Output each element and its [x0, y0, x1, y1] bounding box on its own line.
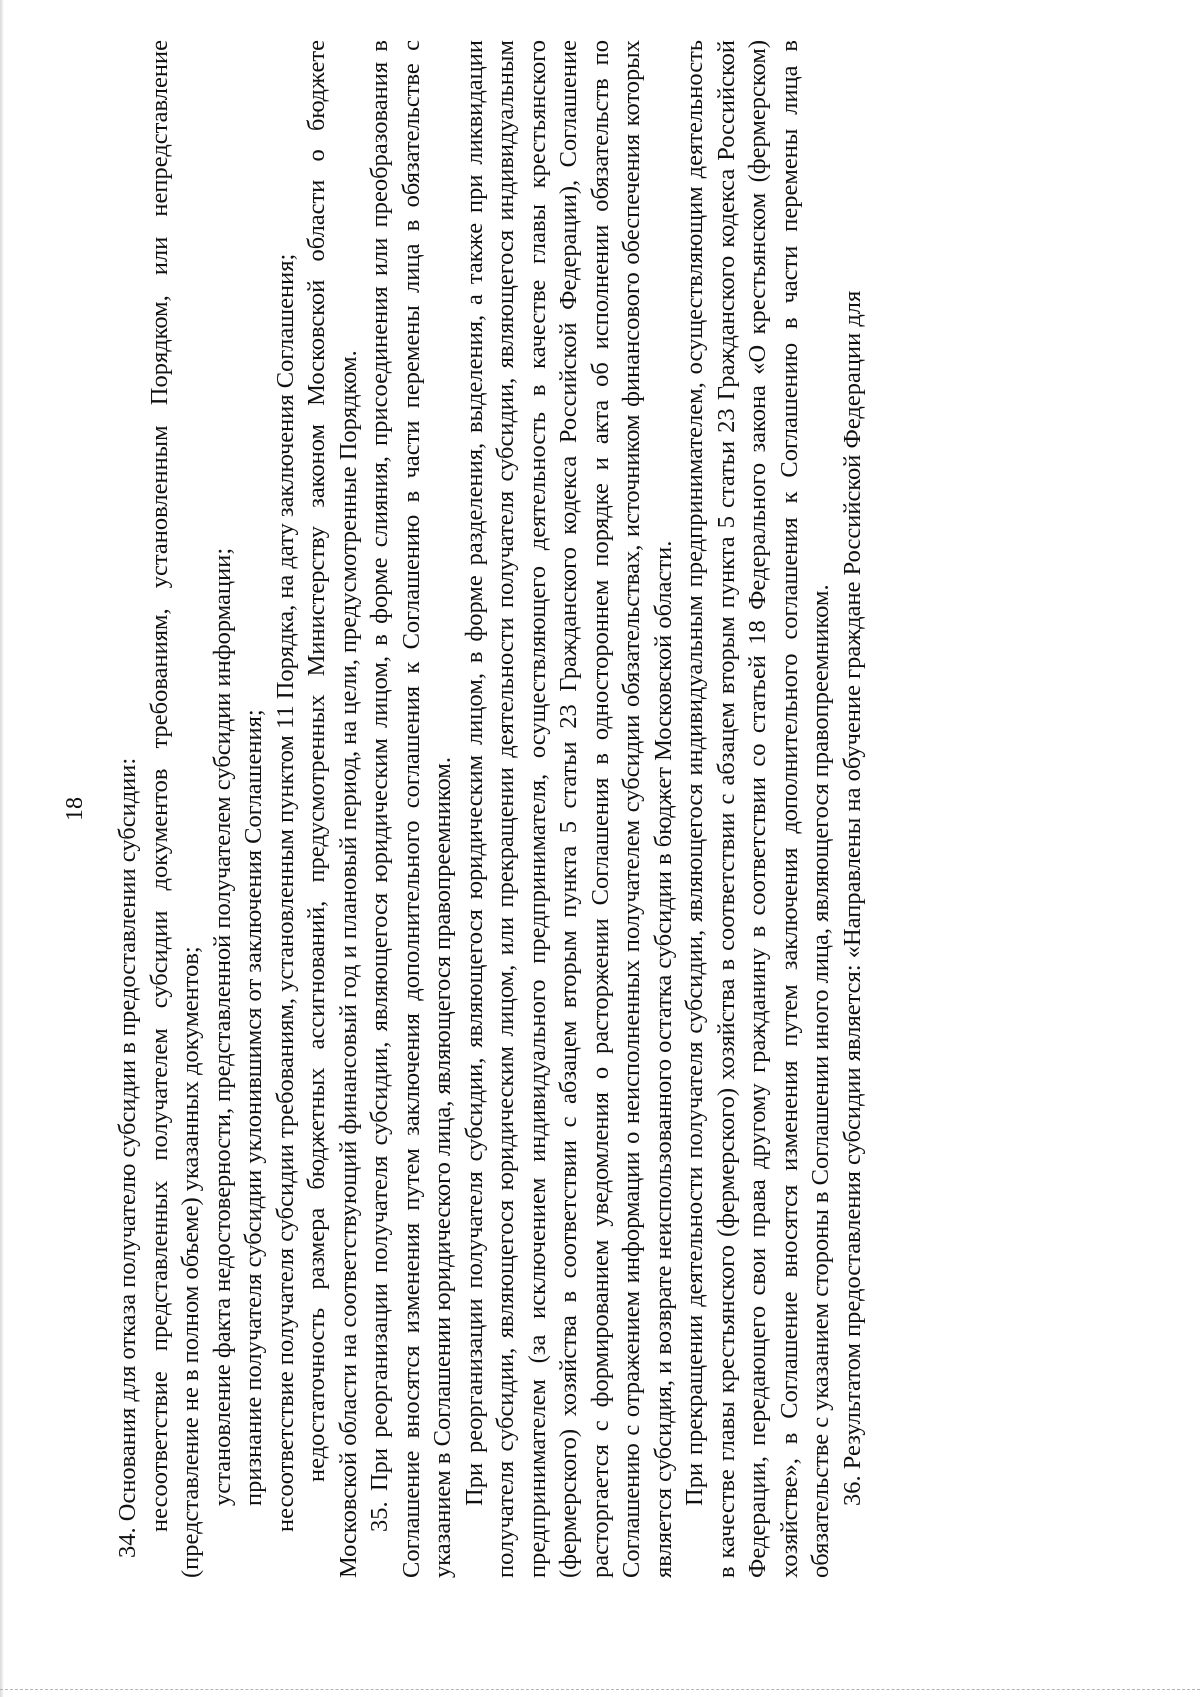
paragraph-34-item-4: несоответствие получателя субсидии требованиям, установленным пунктом 11 Порядка, на дату заключения Соглашения; [271, 253, 299, 1532]
paragraph-34-item-1: несоответствие представленных получателем субсидии документов требованиям, установленным Порядком, или непредставление (представление не в полном объеме) указанных документов; [145, 40, 204, 1578]
page-number: 18 [62, 797, 88, 821]
rotated-page [60, 40, 1060, 1578]
paragraph-34: 34. Основания для отказа получателю субсидии в предоставлении субсидии: [114, 757, 141, 1558]
scan-edge-left [0, 0, 4, 1697]
document-body [112, 40, 868, 1578]
paragraph-34-item-5: недостаточность размера бюджетных ассигнований, предусмотренных Министерству законом Московской области о бюджете Московской области на соответствующий финансовый год и плановый период, на цели, предусмотренные Порядком. [303, 40, 362, 1578]
paragraph-34-item-2: установление факта недостоверности, представленной получателем субсидии информации; [208, 547, 236, 1506]
paragraph-36: 36. Результатом предоставления субсидии является: «Направлены на обучение граждане Российской Федерации для [838, 290, 866, 1506]
paragraph-35-part-2: При реорганизации получателя субсидии, являющегося юридическим лицом, в форме разделения, выделения, а также при ликвидации получателя субсидии, являющегося юридическим лицом, или прекращении деятельности получателя субсидии, являющегося индивидуальным предпринимателем (за исключением индивидуального предпринимателя, осуществляющего деятельность в качестве главы крестьянского (фермерского) хозяйства в соответствии с абзацем вторым пункта 5 статьи 23 Гражданского кодекса Российской Федерации), Соглашение расторгается с формированием уведомления о расторжении Соглашения в одностороннем порядке и акта об исполнении обязательств по Соглашению с отражением информации о неисполненных получателем субсидии обязательствах, источником финансового обеспечения которых является субсидия, и возврате неиспользованного остатка субсидии в бюджет Московской области. [460, 40, 677, 1578]
paragraph-35-part-3: При прекращении деятельности получателя субсидии, являющегося индивидуальным предпринимателем, осуществляющим деятельность в качестве главы крестьянского (фермерского) хозяйства в соответствии с абзацем вторым пункта 5 статьи 23 Гражданского кодекса Российской Федерации, передающего свои права другому гражданину в соответствии со статьей 18 Федерального закона «О крестьянском (фермерском) хозяйстве», в Соглашение вносятся изменения путем заключения дополнительного соглашения к Соглашению в части перемены лица в обязательстве с указанием стороны в Соглашении иного лица, являющегося правопреемником. [681, 40, 834, 1578]
paragraph-35: 35. При реорганизации получателя субсидии, являющегося юридическим лицом, в форме слияния, присоединения или преобразования в Соглашение вносятся изменения путем заключения дополнительного соглашения к Соглашению в части перемены лица в обязательстве с указанием в Соглашении юридического лица, являющегося правопреемником. [366, 40, 456, 1578]
paragraph-34-item-3: признание получателя субсидии уклонившимся от заключения Соглашения; [240, 709, 267, 1506]
scan-edge-bottom [0, 1689, 1200, 1691]
